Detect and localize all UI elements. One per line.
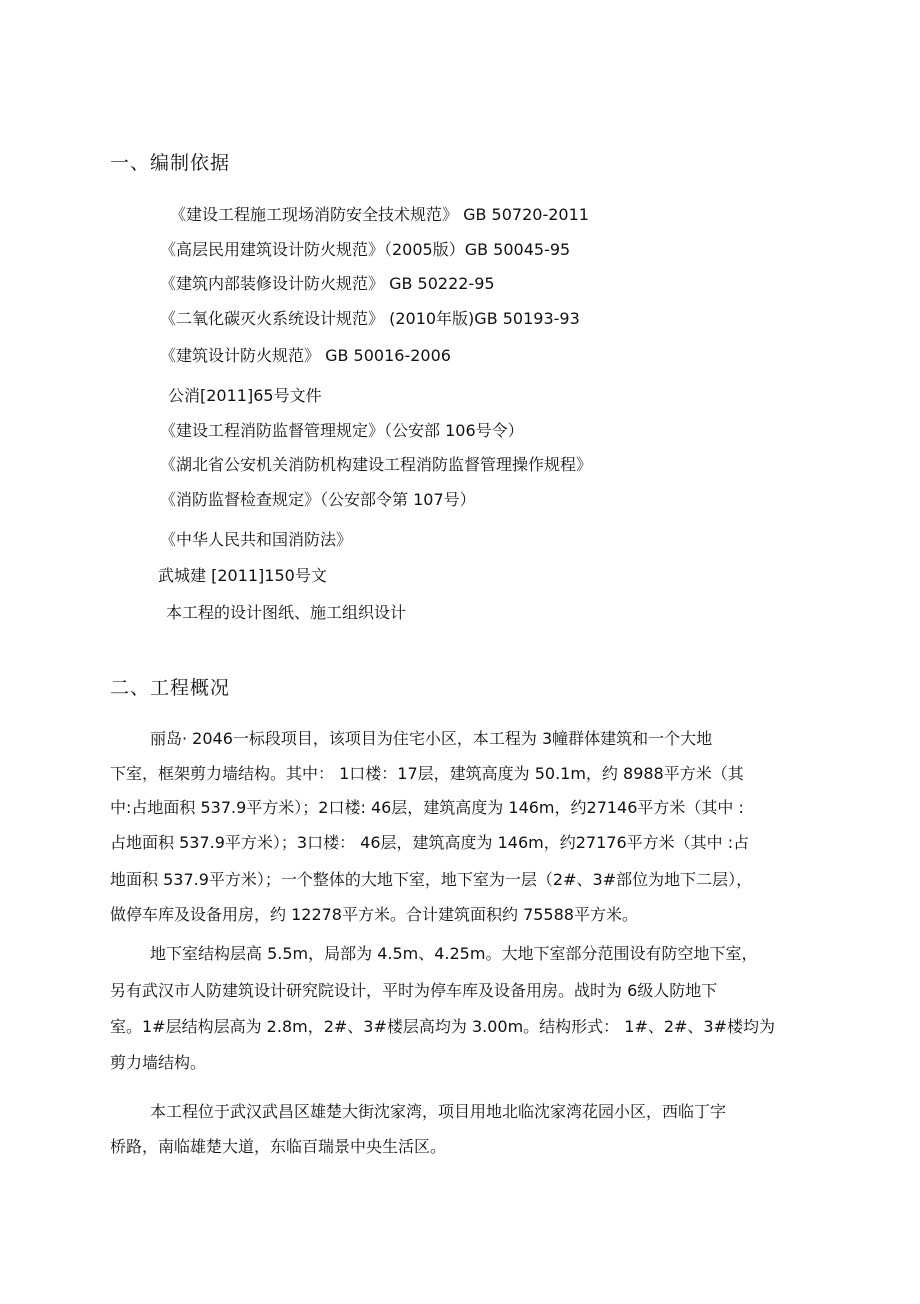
reference-item: 《湖北省公安机关消防机构建设工程消防监督管理操作规程》 (160, 455, 593, 474)
paragraph-line: 另有武汉市人防建筑设计研究院设计，平时为停车库及设备用房。战时为 6级人防地下 (110, 981, 718, 1000)
paragraph-line: 中:占地面积 537.9平方米）；2口楼: 46层，建筑高度为 146m，约27146平方米（其中 : (110, 798, 744, 817)
paragraph-line: 地面积 537.9平方米）；一个整体的大地下室，地下室为一层（2#、3#部位为地下二层）， (110, 870, 753, 889)
paragraph-line: 下室，框架剪力墙结构。其中： 1口楼：17层，建筑高度为 50.1m，约 8988平方米（其 (110, 764, 744, 783)
reference-item: 《建设工程施工现场消防安全技术规范》 GB 50720-2011 (170, 205, 589, 224)
paragraph-line: 做停车库及设备用房，约 12278平方米。合计建筑面积约 75588平方米。 (110, 905, 638, 924)
reference-item: 公消[2011]65号文件 (168, 386, 322, 405)
paragraph-line: 桥路，南临雄楚大道，东临百瑞景中央生活区。 (110, 1137, 447, 1156)
reference-item: 本工程的设计图纸、施工组织设计 (166, 603, 407, 622)
paragraph-line: 本工程位于武汉武昌区雄楚大街沈家湾，项目用地北临沈家湾花园小区，西临丁字 (150, 1102, 727, 1121)
paragraph-line: 室。1#层结构层高为 2.8m，2#、3#楼层高均为 3.00m。结构形式： 1#、2#、3#楼均为 (110, 1017, 776, 1036)
section-heading-basis: 一、编制依据 (110, 152, 231, 174)
reference-item: 《高层民用建筑设计防火规范》（2005版）GB 50045-95 (160, 240, 571, 259)
reference-item: 《建设工程消防监督管理规定》（公安部 106号令） (160, 421, 524, 440)
reference-item: 《消防监督检查规定》（公安部令第 107号） (160, 490, 476, 509)
reference-item: 武城建 [2011]150号文 (158, 566, 327, 585)
reference-item: 《二氧化碳灭火系统设计规范》 (2010年版)GB 50193-93 (160, 309, 580, 328)
reference-item: 《建筑设计防火规范》 GB 50016-2006 (160, 346, 451, 365)
section-heading-overview: 二、工程概况 (110, 677, 231, 699)
paragraph-line: 占地面积 537.9平方米）；3口楼： 46层，建筑高度为 146m，约27176平方米（其中 :占 (110, 833, 750, 852)
reference-item: 《建筑内部装修设计防火规范》 GB 50222-95 (160, 274, 495, 293)
paragraph-line: 丽岛· 2046一标段项目，该项目为住宅小区，本工程为 3幢群体建筑和一个大地 (150, 729, 713, 748)
paragraph-line: 地下室结构层高 5.5m，局部为 4.5m、4.25m。大地下室部分范围设有防空地下室， (150, 944, 758, 963)
paragraph-line: 剪力墙结构。 (110, 1053, 207, 1072)
reference-item: 《中华人民共和国消防法》 (160, 530, 353, 549)
